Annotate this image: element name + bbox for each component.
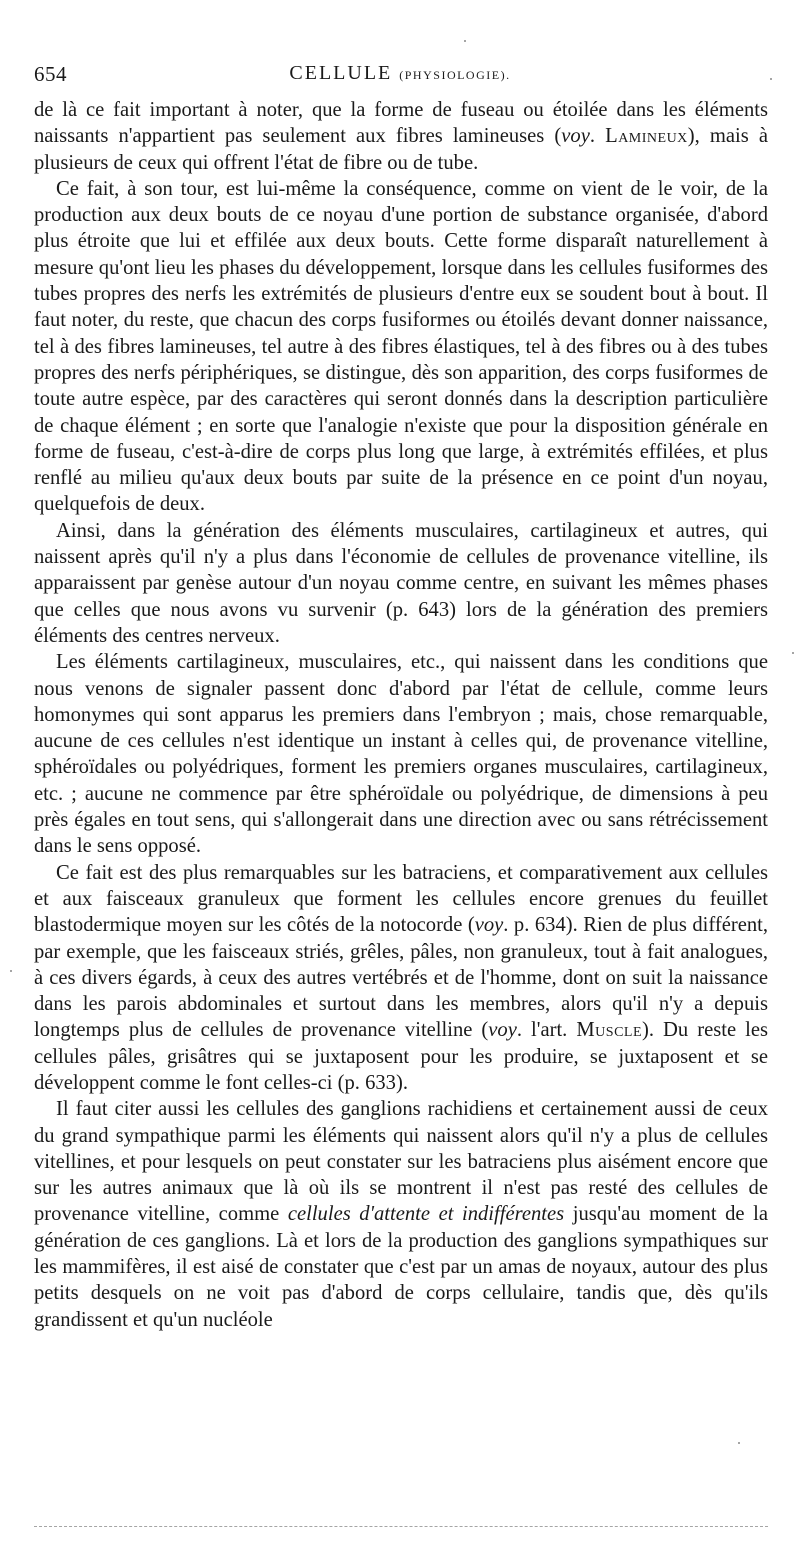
paragraph-5-text-e: . l'art. [516,1019,577,1042]
running-title-subtitle: (PHYSIOLOGIE). [399,68,511,82]
running-title-main: CELLULE [289,62,393,84]
paragraph-5-crossref-muscle: Muscle [576,1019,643,1042]
paragraph-1-text-e: ), mais à plusieurs de ceux qui offrent l'état de fibre ou de tube. [34,125,769,174]
scan-speck [464,40,466,42]
footer-rule [34,1526,768,1527]
paragraph-6 [34,1096,768,1333]
paragraph-1-text-c: . [589,125,606,148]
paragraph-5-italic-voy-2: voy [488,1019,517,1042]
paragraph-6-italic-term: cellules d'attente et indifférentes [287,1203,565,1226]
paragraph-5-italic-voy-1: voy [474,914,504,937]
running-title [34,62,766,85]
paragraph-5-text-c: . p. 634). Rien de plus différent, par exemple, que les faisceaux striés, grêles, pâles, non granuleux, tout à fait analogues, à ces divers égards, à ceux des autres vertébrés et de l'homme, dont on suit la naissance dans les parois abdominales et surtout dans les membres, alors qu'il n'y a depuis longtemps plus de cellules de provenance vitelline ( [34,914,768,1042]
paragraph-3: Ainsi, dans la génération des éléments musculaires, cartilagineux et autres, qui naissent après qu'il n'y a plus dans l'économie de cellules de provenance vitelline, ils apparaissent par genèse autour d'un noyau comme centre, en suivant les mêmes phases que celles que nous avons vu survenir (p. 643) lors de la génération des premiers éléments des centres nerveux. [34,519,768,647]
paragraph-1-italic-voy: voy [561,125,590,148]
paragraph-1 [34,97,768,176]
paragraph-1-text-a: de là ce fait important à noter, que la forme de fuseau ou étoilée dans les éléments naissants n'appartient pas seulement aux fibres lamineuses ( [34,99,768,148]
paragraph-4: Les éléments cartilagineux, musculaires, etc., qui naissent dans les conditions que nous venons de signaler passent donc d'abord par l'état de cellule, comme leurs homonymes qui sont apparus les premiers dans l'embryon ; mais, chose remarquable, aucune de ces cellules n'est identique un instant à celles qui, de provenance vitelline, sphéroïdales ou polyédriques, forment les premiers organes musculaires, cartilagineux, etc. ; aucune ne commence par être sphéroïdale ou polyédrique, de dimensions à peu près égales en tout sens, qui s'allongerait dans une direction avec ou sans rétrécissement dans le sens opposé. [34,651,768,858]
paragraph-5-text-g: ). Du reste les cellules pâles, grisâtres qui se juxtaposent pour les produire, se juxtaposent et se développent comme le font celles-ci (p. 633). [34,1019,768,1094]
paragraph-5-text-a: Ce fait est des plus remarquables sur les batraciens, et comparativement aux cellules et aux faisceaux granuleux que forment les cellules encore grenues du feuillet blastodermique moyen sur les côtés de la notocorde ( [34,861,768,937]
scan-speck [792,652,794,654]
page-number: 654 [34,62,67,86]
running-head [34,62,766,92]
paragraph-1-crossref-lamineux: Lamineux [605,125,688,148]
scan-speck [770,78,772,80]
paragraph-5 [34,860,768,1097]
body-text [34,97,768,1333]
scan-speck [738,1442,740,1444]
paragraph-6-text-a: Il faut citer aussi les cellules des ganglions rachidiens et certainement aussi de ceux du grand sympathique parmi les éléments qui naissent alors qu'il n'y a plus de cellules vitellines, et pour lesquels on peut constater sur les batraciens plus aisément encore que sur les autres animaux que là où ils se montrent il n'est pas resté des cellules de provenance vitelline, comme [34,1098,768,1226]
paragraph-6-text-c: jusqu'au moment de la génération de ces ganglions. Là et lors de la production des ganglions sympathiques sur les mammifères, il est aisé de constater que c'est par un amas de noyaux, autour des plus petits desquels on ne voit pas d'abord de corps cellulaire, tandis que, dès qu'ils grandissent et qu'un nucléole [34,1203,768,1331]
scan-speck [10,970,12,972]
paragraph-2: Ce fait, à son tour, est lui-même la conséquence, comme on vient de le voir, de la production aux deux bouts de ce noyau d'une portion de substance organisée, d'abord plus étroite que lui et effilée aux deux bouts. Cette forme disparaît naturellement à mesure qu'ont lieu les phases du développement, lorsque dans les cellules fusiformes des tubes propres des nerfs les extrémités de plusieurs d'entre eux se soudent bout à bout. Il faut noter, du reste, que chacun des corps fusiformes ou étoilés devant donner naissance, tel à des fibres lamineuses, tel autre à des fibres élastiques, tel à des fibres ou à des tubes propres des nerfs périphériques, se distingue, dès son apparition, des corps fusiformes de toute autre espèce, par des caractères qui seront donnés dans la description particulière de chaque élément ; en sorte que l'analogie n'existe que pour la disposition générale en forme de fuseau, c'est-à-dire de corps plus long que large, à extrémités effilées, et plus renflé au milieu qu'aux deux bouts par suite de la présence en ce point d'un noyau, quelquefois de deux. [34,177,768,516]
